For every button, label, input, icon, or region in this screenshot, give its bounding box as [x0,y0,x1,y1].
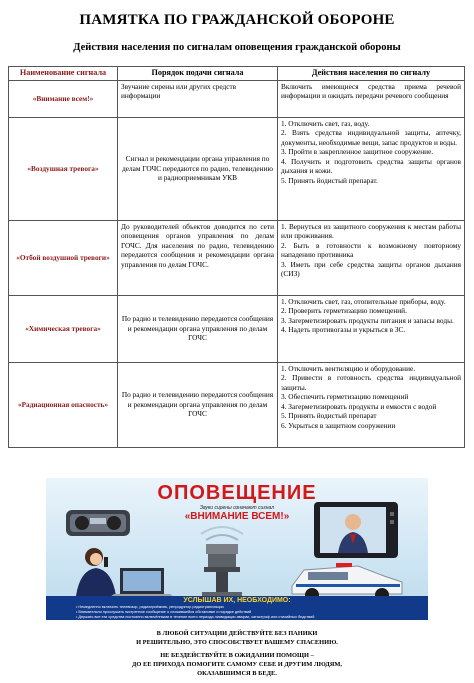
header-signal-order: Порядок подачи сигнала [118,67,278,81]
action-item: 5. Принять йодистый препарат [281,411,377,421]
list-item: • Держать все эти средства постоянно включёнными в течение всего периода ликвидации аварии, катастроф или стихийных бедствий [76,615,315,620]
alert-poster [46,478,428,620]
signal-name: «Внимание всем!» [9,80,118,117]
list-item: • Внимательно прослушать экстренное сообщение о сложившейся обстановке и порядке действий [76,610,252,615]
action-item: 4. Надеть противогазы и укрыться в ЗС. [281,325,406,335]
action-item: 3. Обеспечить герметизацию помещений [281,392,409,402]
signals-table [8,66,465,448]
table-row [9,220,465,295]
table-row [9,295,465,362]
action-item: 4. Загерметизировать продукты и емкости с водой [281,401,437,411]
poster-call: «ВНИМАНИЕ ВСЕМ!» [184,511,290,522]
list-item: • Немедленно включить телевизор, радиоприёмник, репродуктор радиотрансляции [76,605,224,609]
action-item: 2. Привести в готовность средства индивидуальной защиты. [281,373,461,392]
table-header-row [9,67,465,81]
signal-actions [278,220,465,295]
signal-order: До руководителей объектов доводится по сети оповещения органов управления по делам ГОЧС. Для населения по радио, телевидению передаются сообщения и рекомендации органа управления по делам ГОЧС. [118,220,278,295]
action-item: 2. Взять средства индивидуальной защиты, аптечку, документы, необходимые вещи, запас продуктов и воды. [281,128,461,147]
signal-actions [278,80,465,117]
signal-actions [278,362,465,447]
signal-order: По радио и телевидению передаются сообщения и рекомендации органа управления по делам ГОЧС [118,362,278,447]
action-item: 1. Отключить вентиляцию и оборудование. [281,363,416,373]
header-signal-name: Наименование сигнала [9,67,118,81]
page-subtitle: Действия населения по сигналам оповещения гражданской обороны [73,42,401,53]
footer-line: ДО ЕЕ ПРИХОДА ПОМОГИТЕ САМОМУ СЕБЕ И ДРУГИМ ЛЮДЯМ, [132,661,342,668]
table-row [9,362,465,447]
footer-advice-2 [0,651,474,678]
action-item: 2. Быть в готовности к возможному повторному нападению противника [281,240,461,260]
table-row [9,117,465,220]
poster-subheading: Звуки сирены означают сигнал [199,505,275,511]
action-item: 4. Получить и подготовить средства защиты органов дыхания и кожи. [281,156,461,176]
poster-heading: ОПОВЕЩЕНИЕ [157,482,317,504]
action-item: 3. Пройти в закрепленное защитное сооружение. [281,147,434,157]
signal-name: «Химическая тревога» [9,295,118,362]
action-item: 1. Вернуться из защитного сооружения к местам работы или проживания. [281,221,461,241]
header-population-actions: Действия населения по сигналу [278,67,465,81]
footer-line: И РЕШИТЕЛЬНО, ЭТО СПОСОБСТВУЕТ ВАШЕМУ СПАСЕНИЮ. [136,639,338,646]
footer-line: ОКАЗАВШИМСЯ В БЕДЕ. [197,670,277,677]
action-item: 1. Отключить свет, газ, воду. [281,118,370,128]
footer-line: НЕ БЕЗДЕЙСТВУЙТЕ В ОЖИДАНИИ ПОМОЩИ – [160,652,314,659]
signal-actions [278,295,465,362]
signal-actions [278,117,465,220]
page-title: ПАМЯТКА ПО ГРАЖДАНСКОЙ ОБОРОНЕ [79,12,395,28]
signal-name: «Отбой воздушной тревоги» [9,220,118,295]
action-item: 1. Отключить свет, газ, отопительные приборы, воду. [281,296,446,306]
table-row [9,80,465,117]
action-item: 2. Проверить герметизацию помещений. [281,306,407,316]
signal-order: По радио и телевидению передаются сообщения и рекомендации органа управления по делам ГОЧС [118,295,278,362]
action-item: 5. Принять йодистый препарат. [281,175,378,185]
action-item: 6. Укрыться в защитном сооружении [281,420,396,430]
instruction-band [46,596,428,620]
footer-line: В ЛЮБОЙ СИТУАЦИИ ДЕЙСТВУЙТЕ БЕЗ ПАНИКИ [156,630,318,637]
action-item: 3. Иметь при себе средства защиты органов дыхания (СИЗ) [281,259,461,279]
woman-on-phone-icon [76,548,116,596]
siren-icon [201,527,243,600]
signal-name: «Воздушная тревога» [9,117,118,220]
footer-advice-1 [0,629,474,647]
band-title: УСЛЫШАВ ИХ, НЕОБХОДИМО: [183,597,291,604]
action-item: Включить имеющиеся средства приема речевой информации и ожидать передачи речевого сообщения [281,81,461,101]
signal-order: Звучание сирены или других средств информации [118,80,278,117]
band-list [76,605,406,620]
signal-order: Сигнал и рекомендации органа управления по делам ГОЧС передаются по радио, телевидению и радиоприемникам УКВ [118,117,278,220]
signal-name: «Радиационная опасность» [9,362,118,447]
action-item: 3. Загерметизировать продукты питания и запасы воды. [281,315,454,325]
